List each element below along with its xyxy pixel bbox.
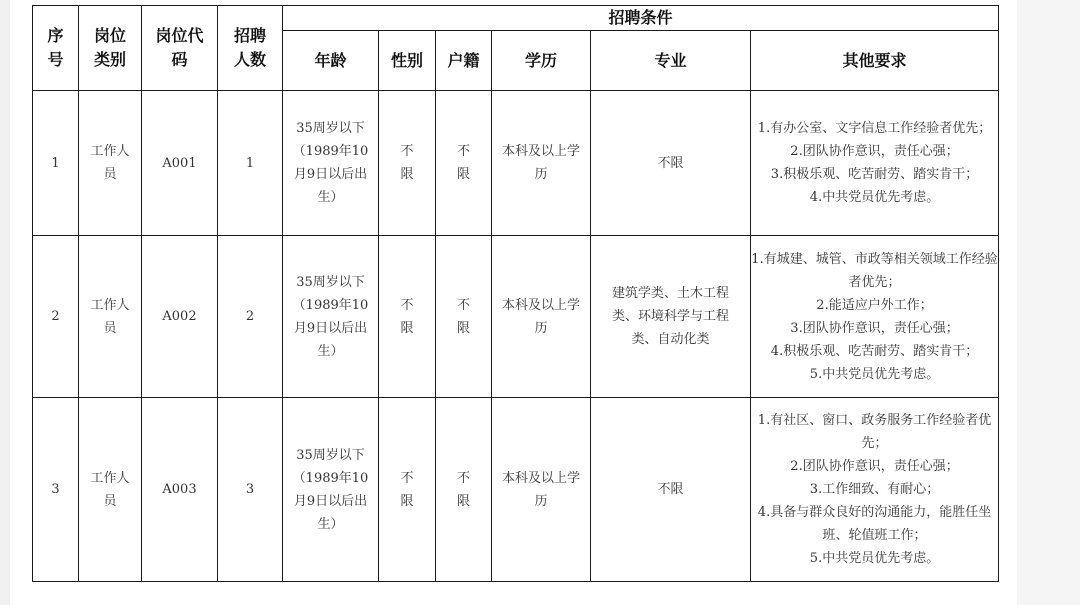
requirement-line: 4.中共党员优先考虑。 [809,190,940,205]
cell-major: 建筑学类、土木工程 类、环境科学与工程 类、自动化类 [591,236,751,398]
table-row [33,236,999,398]
cell-seq: 1 [33,91,79,236]
requirement-line: 2.团队协作意识，责任心强； [790,144,959,159]
table-row [33,91,999,236]
cell-count: 1 [218,91,283,236]
requirement-line: 4.积极乐观、吃苦耐劳、踏实肯干； [770,343,979,359]
cell-seq: 2 [33,236,79,398]
header-category: 岗位 类别 [79,6,142,91]
header-row-1 [33,6,999,31]
cell-code: A002 [142,236,218,398]
cell-seq: 3 [33,398,79,582]
cell-code: A001 [142,91,218,236]
page-margin-left [0,0,10,605]
cell-count: 3 [218,398,283,582]
cell-hukou: 不 限 [436,398,492,582]
requirement-line: 1.有社区、窗口、政务服务工作经验者优先； [757,413,992,451]
cell-education: 本科及以上学 历 [492,91,591,236]
cell-category: 工作人 员 [79,398,142,582]
recruitment-table [32,5,999,582]
cell-code: A003 [142,398,218,582]
header-major: 专业 [591,31,751,91]
requirement-line: 1.有办公室、文字信息工作经验者优先； [757,121,992,136]
cell-age: 35周岁以下 （1989年10 月9日以后出 生） [283,236,379,398]
cell-gender: 不 限 [379,398,436,582]
table-row [33,398,999,582]
requirement-line: 1.有城建、城管、市政等相关领域工作经验者优先； [751,251,998,290]
cell-age: 35周岁以下 （1989年10 月9日以后出 生） [283,91,379,236]
header-conditions: 招聘条件 [283,6,999,31]
cell-hukou: 不 限 [436,91,492,236]
header-hukou: 户籍 [436,31,492,91]
requirement-line: 5.中共党员优先考虑。 [809,551,940,566]
header-code: 岗位代 码 [142,6,218,91]
cell-hukou: 不 限 [436,236,492,398]
requirement-line: 2.团队协作意识，责任心强； [790,459,959,474]
cell-major: 不限 [591,398,751,582]
header-education: 学历 [492,31,591,91]
cell-major: 不限 [591,91,751,236]
requirement-line: 3.工作细致、有耐心； [809,482,940,497]
cell-education: 本科及以上学 历 [492,236,591,398]
requirement-line: 4.具备与群众良好的沟通能力，能胜任坐班、轮值班工作； [757,505,992,543]
cell-category: 工作人 员 [79,91,142,236]
cell-education: 本科及以上学 历 [492,398,591,582]
cell-count: 2 [218,236,283,398]
header-gender: 性别 [379,31,436,91]
cell-age: 35周岁以下 （1989年10 月9日以后出 生） [283,398,379,582]
cell-other-requirements [751,91,999,236]
cell-gender: 不 限 [379,236,436,398]
header-age: 年龄 [283,31,379,91]
requirement-line: 3.积极乐观、吃苦耐劳、踏实肯干； [770,167,979,182]
cell-category: 工作人 员 [79,236,142,398]
requirement-line: 5.中共党员优先考虑。 [809,366,940,382]
page-margin-right [1017,0,1080,605]
header-seq: 序 号 [33,6,79,91]
cell-other-requirements [751,236,999,398]
header-count: 招聘 人数 [218,6,283,91]
header-other-requirements: 其他要求 [751,31,999,91]
cell-gender: 不 限 [379,91,436,236]
requirement-line: 2.能适应户外工作； [816,297,933,313]
requirement-line: 3.团队协作意识，责任心强； [790,320,959,336]
cell-other-requirements [751,398,999,582]
